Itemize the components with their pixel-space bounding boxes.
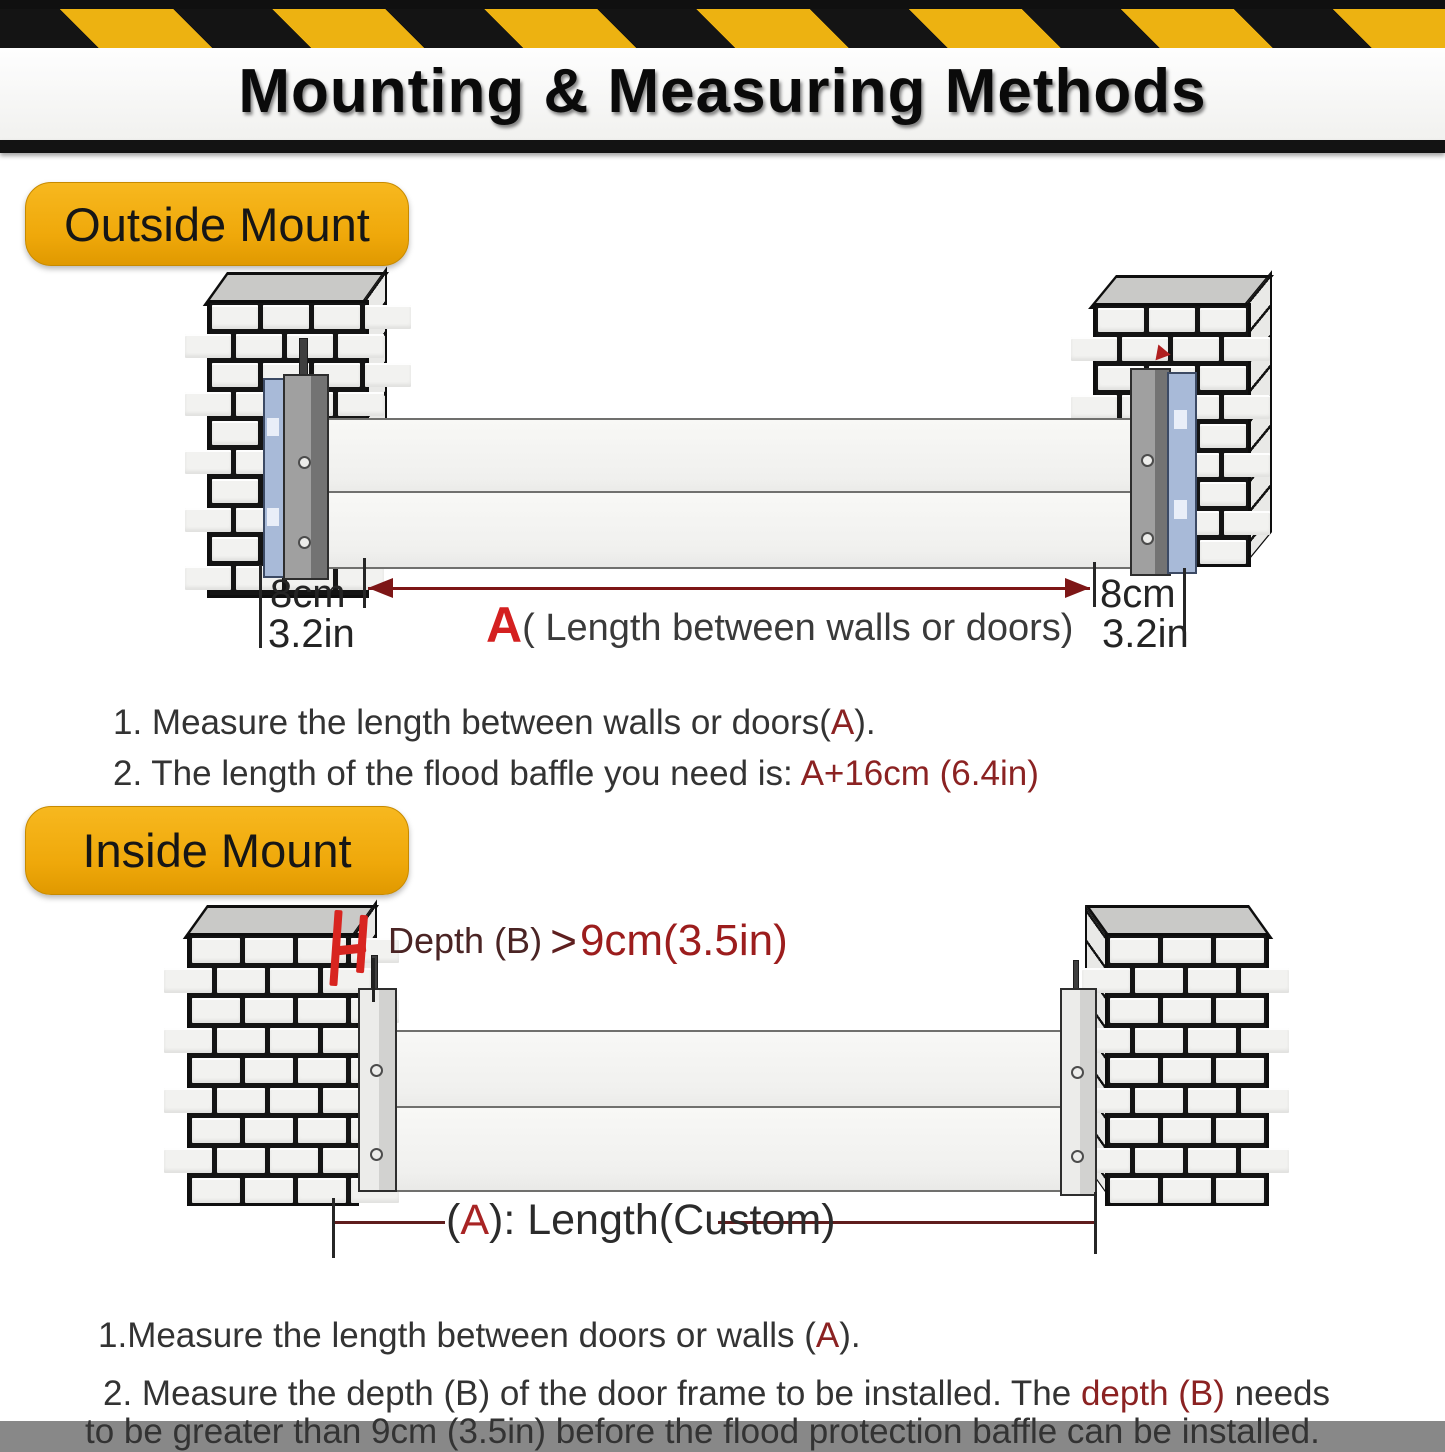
inside-left-channel — [358, 988, 397, 1192]
inside-right-pillar-front — [1105, 933, 1269, 1206]
outside-right-channel — [1130, 368, 1171, 576]
dim-tick — [363, 558, 366, 608]
outside-mount-badge: Outside Mount — [25, 182, 409, 266]
inside-step-1: 1.Measure the length between doors or walls (A). — [98, 1316, 861, 1355]
inside-right-channel-pin — [1073, 960, 1079, 991]
length-variable-a: A — [486, 597, 523, 653]
outside-right-seal-strip — [1167, 372, 1197, 574]
outside-step-1: 1. Measure the length between walls or doors(A). — [113, 703, 876, 742]
flood-barrier-panel-top — [325, 418, 1141, 497]
length-dimension-arrow — [368, 578, 1090, 599]
inside-step-2-line2: to be greater than 9cm (3.5in) before the flood protection baffle can be installed. — [85, 1412, 1320, 1451]
length-between-walls-label: A ( Length between walls or doors) — [486, 597, 1074, 653]
inside-step-2-line1: 2. Measure the depth (B) of the door frame to be installed. The depth (B) needs — [103, 1374, 1331, 1413]
inside-barrier-panel-bottom — [393, 1106, 1064, 1192]
flood-barrier-panel-bottom — [325, 491, 1141, 569]
left-offset-inch: 3.2in — [268, 612, 355, 656]
length-dimension-line — [335, 1221, 445, 1224]
right-offset-inch: 3.2in — [1102, 612, 1189, 656]
inside-barrier-panel-top — [393, 1030, 1064, 1112]
inside-mount-badge: Inside Mount — [25, 806, 409, 895]
hazard-stripes-icon — [0, 9, 1445, 48]
outside-left-channel — [283, 374, 329, 580]
dim-tick — [1094, 1192, 1097, 1254]
dim-tick — [1093, 562, 1096, 607]
title-divider-bar — [0, 140, 1445, 153]
left-offset-cm: 8cm — [270, 572, 346, 616]
right-offset-cm: 8cm — [1100, 572, 1176, 616]
dim-tick — [332, 1198, 335, 1258]
depth-reference-line — [372, 958, 375, 1002]
top-black-bar — [0, 0, 1445, 9]
page-title: Mounting & Measuring Methods — [238, 57, 1207, 126]
inside-right-channel — [1060, 988, 1097, 1196]
dim-tick — [259, 565, 262, 648]
depth-label: Depth (B) > 9cm(3.5in) — [388, 915, 788, 967]
outside-step-2: 2. The length of the flood baffle you need is: A+16cm (6.4in) — [113, 754, 1039, 793]
custom-length-label: (A): Length(Custom) — [446, 1196, 836, 1244]
